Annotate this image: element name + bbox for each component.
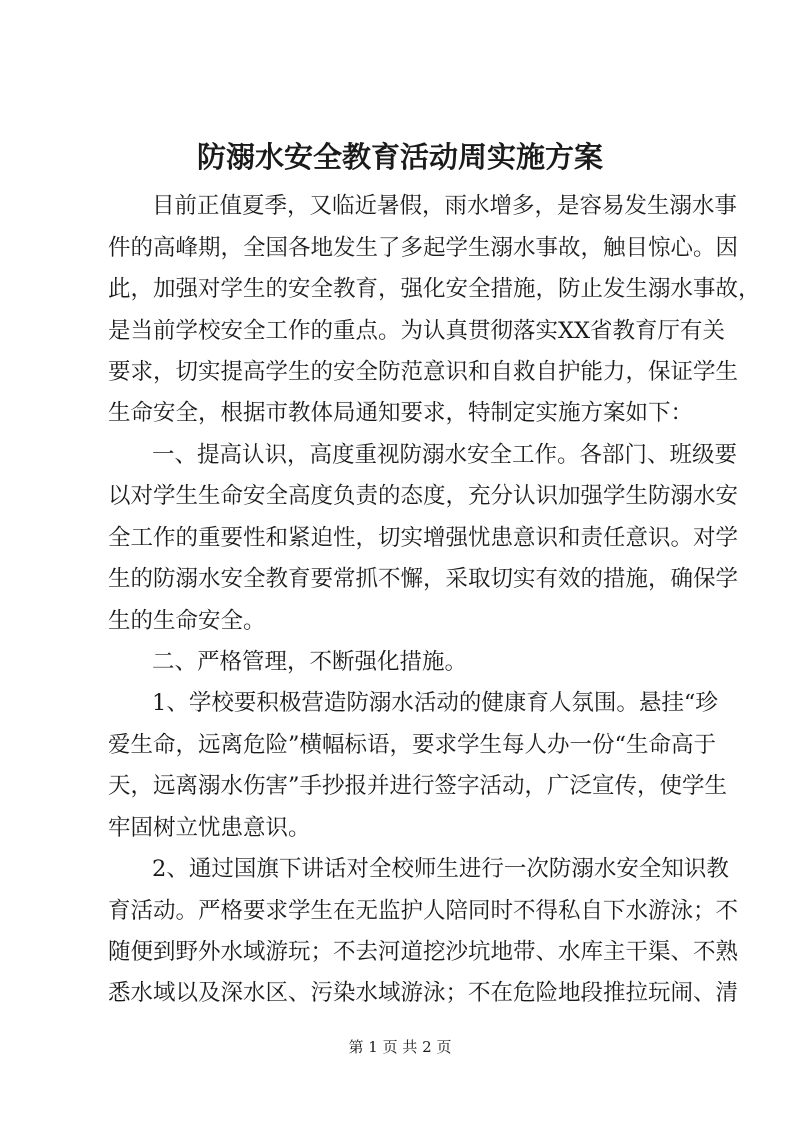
body-line-16: 牢固树立忧患意识。 — [108, 815, 311, 841]
body-line-10: 生的防溺水安全教育要常抓不懈，采取切实有效的措施，确保学 — [108, 566, 739, 592]
body-line-4: 是当前学校安全工作的重点。为认真贯彻落实XX省教育厅有关 — [108, 318, 726, 344]
body-line-9: 全工作的重要性和紧迫性，切实增强忧患意识和责任意识。对学 — [108, 525, 739, 551]
body-line-17: 2、通过国旗下讲话对全校师生进行一次防溺水安全知识教 — [152, 856, 729, 882]
body-line-5: 要求，切实提高学生的安全防范意识和自救自护能力，保证学生 — [108, 359, 739, 385]
document-title: 防溺水安全教育活动周实施方案 — [196, 140, 603, 174]
body-line-6: 生命安全，根据市教体局通知要求，特制定实施方案如下： — [108, 400, 694, 426]
body-line-18: 育活动。严格要求学生在无监护人陪同时不得私自下水游泳；不 — [108, 898, 739, 924]
body-line-1: 目前正值夏季，又临近暑假，雨水增多，是容易发生溺水事 — [152, 193, 738, 219]
body-line-11: 生的生命安全。 — [108, 608, 266, 634]
body-line-20: 悉水域以及深水区、污染水域游泳；不在危险地段推拉玩闹、清 — [108, 980, 739, 1006]
body-line-12: 二、严格管理，不断强化措施。 — [152, 649, 468, 675]
body-line-3: 此，加强对学生的安全教育，强化安全措施，防止发生溺水事故， — [108, 276, 761, 302]
body-line-2: 件的高峰期，全国各地发生了多起学生溺水事故，触目惊心。因 — [108, 235, 739, 261]
body-line-13: 1、学校要积极营造防溺水活动的健康育人氛围。悬挂“珍 — [152, 690, 718, 716]
body-line-7: 一、提高认识，高度重视防溺水安全工作。各部门、班级要 — [152, 442, 738, 468]
body-line-15: 天，远离溺水伤害”手抄报并进行签字活动，广泛宣传，使学生 — [108, 773, 728, 799]
page-footer: 第 1 页 共 2 页 — [348, 1038, 452, 1056]
body-line-8: 以对学生生命安全高度负责的态度，充分认识加强学生防溺水安 — [108, 483, 739, 509]
body-line-14: 爱生命，远离危险”横幅标语，要求学生每人办一份“生命高于 — [108, 732, 717, 758]
body-line-19: 随便到野外水域游玩；不去河道挖沙坑地带、水库主干渠、不熟 — [108, 939, 739, 965]
